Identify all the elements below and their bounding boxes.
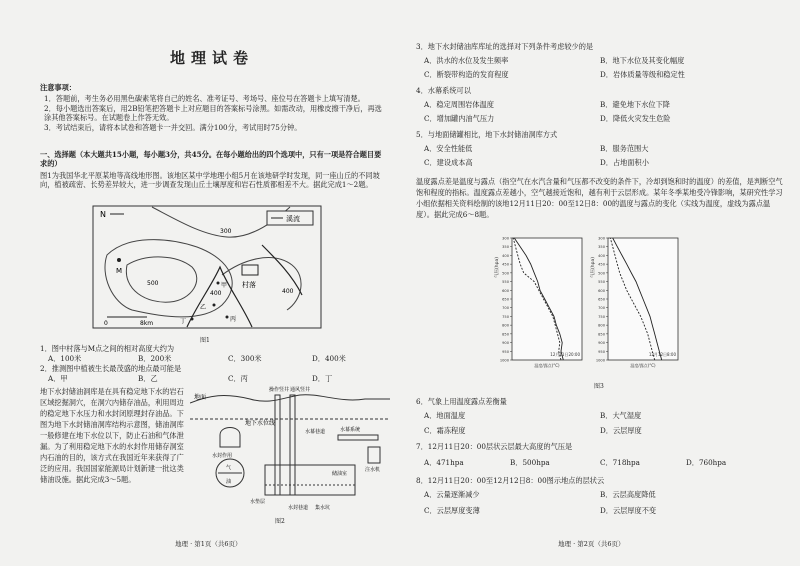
q8-option-b[interactable]: B．云层高度降低 <box>600 490 656 499</box>
q4-option-b[interactable]: B．避免地下水位下降 <box>600 100 670 109</box>
q8-option-d[interactable]: D．云层厚度不变 <box>600 506 657 515</box>
q1-option-d[interactable]: D．400米 <box>312 354 346 363</box>
q7-option-c[interactable]: C．718hpa <box>600 458 640 467</box>
temperature-dewpoint-chart <box>490 232 690 380</box>
q3-option-d[interactable]: D．岩体质量等级和稳定性 <box>600 70 685 79</box>
scale-label: 8km <box>140 320 154 327</box>
ground-label: 地面 <box>194 394 207 401</box>
site-marker <box>213 304 216 307</box>
figure-2-caption: 图2 <box>275 518 285 525</box>
oil-room-label: 储油室 <box>332 471 348 477</box>
y-axis-label: 气压(hpa) <box>591 257 596 278</box>
site-label: 甲 <box>221 282 228 289</box>
y-axis-label: 气压(hpa) <box>495 257 500 278</box>
site-label: 乙 <box>200 304 207 311</box>
q1-option-a[interactable]: A．100米 <box>48 354 82 363</box>
q3-option-b[interactable]: B．地下水位及其变化幅度 <box>600 56 685 65</box>
notice-2: 2．每小题选出答案后，用2B铅笔把答题卡上对应题目的答案标号涂黑。如需改动，用橡皮擦干净后，再选涂其他答案标号。在试题卷上作答无效。 <box>44 104 382 122</box>
y-tick-label: 300 <box>502 236 509 241</box>
y-tick-label: 650 <box>502 297 509 302</box>
q1-option-c[interactable]: C．300米 <box>228 354 262 363</box>
q6-option-b[interactable]: B．大气湿度 <box>600 411 642 420</box>
y-tick-label: 400 <box>598 253 605 258</box>
sump-label: 集水坑 <box>315 505 331 511</box>
ventilation-shaft <box>290 395 295 495</box>
section-1-heading: 一、选择题（本大题共15小题，每小题3分，共45分。在每小题给出的四个选项中，只有一项是符合题目要求的） <box>40 150 382 168</box>
page-title: 地理试卷 <box>170 49 255 67</box>
contour-label: 500 <box>147 280 159 287</box>
y-tick-label: 800 <box>598 323 605 328</box>
q5-option-a[interactable]: A．安全性能低 <box>424 144 473 153</box>
q5-option-b[interactable]: B．服务范围大 <box>600 144 649 153</box>
y-tick-label: 400 <box>502 253 509 258</box>
q4-option-a[interactable]: A．稳定周围岩体温度 <box>424 100 494 109</box>
right-page <box>400 0 800 566</box>
q4-option-c[interactable]: C．增加罐内油气压力 <box>424 114 495 123</box>
figure-1-caption: 图1 <box>200 337 210 344</box>
question-6: 6．气象上用温度露点差衡量 <box>416 397 507 406</box>
chart-panel-frame <box>512 238 582 360</box>
notice-3: 3．考试结束后，请将本试卷和答题卡一并交回。满分100分，考试用时75分钟。 <box>44 123 302 132</box>
q4-option-d[interactable]: D．降低火灾发生危险 <box>600 114 671 123</box>
y-tick-label: 700 <box>502 306 509 311</box>
site-marker <box>191 318 194 321</box>
contour-line <box>126 257 196 302</box>
panel-title: 12月11日20:00 <box>550 352 580 357</box>
contour-label: 400 <box>282 288 294 295</box>
water-table-label: 地下水位线 <box>245 420 276 427</box>
y-tick-label: 750 <box>502 314 509 319</box>
north-arrow: N <box>100 210 106 219</box>
y-tick-label: 800 <box>502 323 509 328</box>
y-tick-label: 300 <box>598 236 605 241</box>
oil-room <box>265 465 355 495</box>
point-m <box>117 258 121 262</box>
village-label: 村落 <box>242 281 256 289</box>
y-tick-label: 900 <box>502 341 509 346</box>
y-tick-label: 650 <box>598 297 605 302</box>
y-tick-label: 450 <box>598 262 605 267</box>
q5-option-d[interactable]: D．占地面积小 <box>600 158 649 167</box>
water-curtain-tunnel <box>338 435 378 440</box>
map-legend-label: 溪流 <box>286 215 300 223</box>
figure-3-caption: 图3 <box>594 383 604 390</box>
q5-option-c[interactable]: C．建设成本高 <box>424 158 473 167</box>
q8-option-a[interactable]: A．云量逐渐减少 <box>424 490 480 499</box>
gas-label: 气 <box>226 465 232 471</box>
q2-option-c[interactable]: C．丙 <box>228 374 248 383</box>
contour-map <box>92 205 322 333</box>
y-tick-label: 450 <box>502 262 509 267</box>
q2-option-b[interactable]: B．乙 <box>138 374 158 383</box>
y-tick-label: 600 <box>598 288 605 293</box>
q2-option-a[interactable]: A．甲 <box>48 374 68 383</box>
y-tick-label: 850 <box>502 332 509 337</box>
site-label: 丙 <box>230 316 237 323</box>
question-2: 2．推测图中植被生长最茂盛的地点最可能是 <box>40 364 182 373</box>
water-cover-label: 水封作用 <box>212 453 233 459</box>
q6-option-d[interactable]: D．云层厚度 <box>600 426 642 435</box>
notice-heading: 注意事项： <box>40 83 76 92</box>
q7-option-d[interactable]: D．760hpa <box>686 458 727 467</box>
panel-title: 12月12日8:00 <box>648 352 676 357</box>
question-1: 1．图中村落与M点之间的相对高度大约为 <box>40 344 175 353</box>
contour-label: 300 <box>220 228 232 235</box>
shaft-label: 操作竖井 <box>269 387 290 393</box>
water-bed-label: 水垫层 <box>250 499 266 505</box>
storage-cavern-section <box>220 428 240 448</box>
q1-option-b[interactable]: B．200米 <box>138 354 172 363</box>
q2-option-d[interactable]: D．丁 <box>312 374 333 383</box>
y-tick-label: 550 <box>598 280 605 285</box>
y-tick-label: 900 <box>598 341 605 346</box>
q7-option-a[interactable]: A．471hpa <box>424 458 464 467</box>
question-5: 5．与地面储罐相比，地下水封储油洞库方式 <box>416 130 558 139</box>
question-3: 3．地下水封储油库库址的选择对下列条件考虑较少的是 <box>416 42 594 51</box>
site-marker <box>217 282 220 285</box>
q8-option-c[interactable]: C．云层厚度变薄 <box>424 506 480 515</box>
contour-label: 400 <box>210 290 222 297</box>
scale-zero: 0 <box>104 320 108 327</box>
intro-3: 温度露点差是温度与露点（指空气在水汽含量和气压都不改变的条件下，冷却到饱和时的温度）的差值，是判断空气饱和程度的指标。温度露点差越小，空气越接近饱和，越有利于云层形成。某年冬季某地受冷锋影响，某研究性学习小组依据相关资料绘制的该地12月11日20：00至12日8：00的温度与露点的变化（实线为温度，虚线为露点温度）。据此完成6～8题。 <box>416 177 783 219</box>
y-tick-label: 950 <box>502 349 509 354</box>
question-8: 8．12月11日20：00至12月12日8：00图示地点的层状云 <box>416 476 605 485</box>
q6-option-c[interactable]: C．霜冻程度 <box>424 426 466 435</box>
site-marker <box>226 316 229 319</box>
y-tick-label: 500 <box>502 271 509 276</box>
y-tick-label: 1000 <box>595 358 605 363</box>
village-icon <box>242 265 258 275</box>
y-tick-label: 700 <box>598 306 605 311</box>
y-tick-label: 350 <box>502 245 509 250</box>
q6-option-a[interactable]: A．地面温度 <box>424 411 466 420</box>
right-footer: 地理 · 第2页（共6页） <box>558 540 625 548</box>
q7-option-b[interactable]: B．500hpa <box>510 458 550 467</box>
q3-option-c[interactable]: C．断裂带构造的发育程度 <box>424 70 509 79</box>
point-m-label: M <box>116 267 123 275</box>
oil-label: 油 <box>226 479 232 485</box>
q3-option-a[interactable]: A．洪水的水位及发生频率 <box>424 56 509 65</box>
oil-storage-diagram <box>190 385 390 515</box>
y-tick-label: 1000 <box>499 358 509 363</box>
contour-line <box>222 258 301 310</box>
y-tick-label: 950 <box>598 349 605 354</box>
y-tick-label: 750 <box>598 314 605 319</box>
y-tick-label: 850 <box>598 332 605 337</box>
intro-1: 图1为我国华北平原某地等高线地形图。该地区某中学地理小组5月在该地研学时发现，同一座山丘的不同坡向，植被疏密、长势差异较大，进一步调查发现山丘土壤厚度和岩石性质都相差不大。据此完成1～2题。 <box>40 171 380 189</box>
pump-icon <box>368 447 380 463</box>
water-curtain-label: 水幕系统 <box>340 427 361 433</box>
site-label: 丁 <box>180 318 187 325</box>
notice-1: 1．答题前，考生务必用黑色碳素笔将自己的姓名、准考证号、考场号、座位号在答题卡上填写清楚。 <box>44 94 365 103</box>
left-footer: 地理 · 第1页（共6页） <box>175 540 242 548</box>
pump-label: 注水机 <box>365 467 381 473</box>
y-tick-label: 500 <box>598 271 605 276</box>
shaft-label: 通风竖井 <box>290 387 311 393</box>
intro-2: 地下水封储油洞库是在具有稳定地下水的岩石区域挖掘洞穴，在洞穴内储存油品，利用周边的稳定地下水压力和水封闭原理封存油品。下图为地下水封储油洞库结构示意图，储油洞库一般修建在地下水位以下，防止石油和气体泄漏。为了利用稳定地下水的水封作用储存洞室内石油的目的，该方式在我国近年来获得了广泛的应用。我国国家能源局计划新建一批这类储油设施。据此完成3～5题。 <box>40 387 184 484</box>
curtain-label: 水幕巷道 <box>305 429 326 435</box>
x-axis-label: 温度/露点(°C) <box>534 363 560 368</box>
question-4: 4．水幕系统可以 <box>416 86 471 95</box>
tunnel-label: 水封巷道 <box>288 505 309 511</box>
y-tick-label: 550 <box>502 280 509 285</box>
question-7: 7．12月11日20：00层状云层最大高度的气压是 <box>416 442 573 451</box>
y-tick-label: 350 <box>598 245 605 250</box>
y-tick-label: 600 <box>502 288 509 293</box>
x-axis-label: 温度/露点(°C) <box>630 363 656 368</box>
operation-shaft <box>275 395 280 495</box>
